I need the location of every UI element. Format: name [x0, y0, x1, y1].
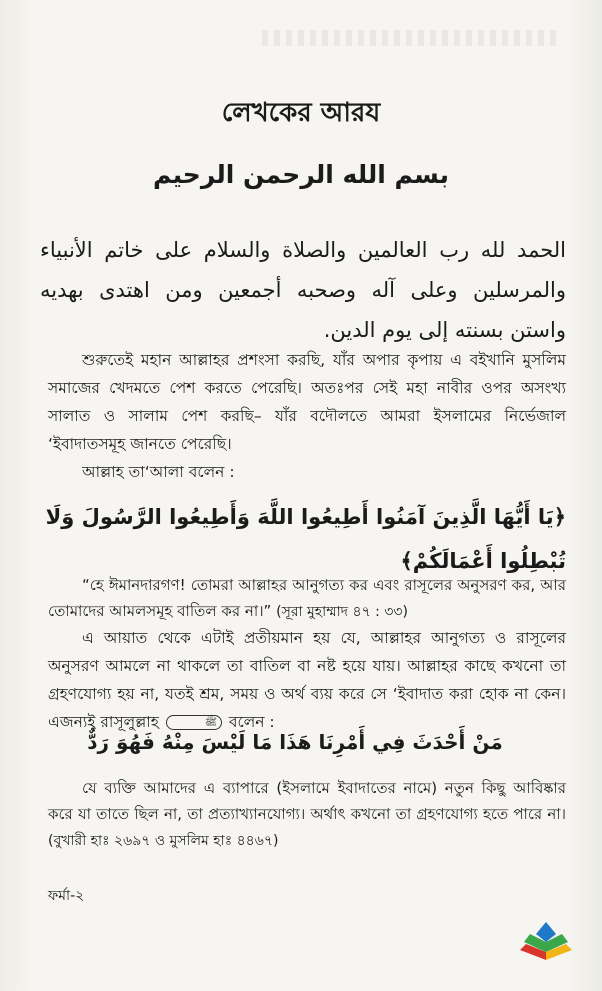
paragraph-3-text: যে ব্যক্তি আমাদের এ ব্যাপারে (ইসলামে ইবাদাতের নামে) নতুন কিছু আবিষ্কার করে যা তাতে ছিল না, তা প্রত্যাখ্যানযোগ্য। অর্থাৎ কখনো তা গ্রহণযোগ্য হতে পারে না। [48, 779, 566, 823]
paragraph-2-text: এ আয়াত থেকে এটাই প্রতীয়মান হয় যে, আল্লাহর আনুগত্য ও রাসূলের অনুসরণ আমলে না থাকলে তা বাতিল বা নষ্ট হয়ে যায়। আল্লাহর কাছে কখনো তা গ্রহণযোগ্য হয় না, যতই শ্রম, সময় ও অর্থ ব্যয় করে সে ‘ইবাদাত করা হোক না কেন। এজন্যই রাসূলুল্লাহ [48, 629, 566, 731]
verse-translation [48, 572, 566, 625]
bismillah-calligraphy: بسم الله الرحمن الرحيم [153, 160, 449, 189]
publisher-logo-icon [516, 920, 576, 964]
paragraph-2-end: বলেন : [228, 713, 275, 731]
bleed-through-text [262, 30, 562, 46]
allah-says-label: আল্লাহ তা‘আলা বলেন : [82, 463, 235, 481]
paragraph-1: শুরুতেই মহান আল্লাহর প্রশংসা করছি, যাঁর অপার কৃপায় এ বইখানি মুসলিম সমাজের খেদমতে পেশ করতে পেরেছি। অতঃপর সেই মহা নাবীর ওপর অসংখ্য সালাত ও সালাম পেশ করছি– যাঁর বদৌলতে আমরা ইসলামের নির্ভেজাল ‘ইবাদাতসমূহ জানতে পেরেছি। [48, 351, 566, 453]
translation-text: “হে ঈমানদারগণ! তোমরা আল্লাহর আনুগত্য কর এবং রাসূলের অনুসরণ কর, আর তোমাদের আমলসমূহ বাতিল কর না।” [48, 576, 566, 620]
paragraph-2 [48, 624, 566, 736]
hadith-arabic: مَنْ أَحْدَثَ فِي أَمْرِنَا هَذَا مَا لَيْسَ مِنْهُ فَهُوَ رَدٌّ [87, 730, 503, 754]
page-title: লেখকের আরয [221, 98, 381, 128]
hadith-reference: (বুখারী হাঃ ২৬৯৭ ও মুসলিম হাঃ ৪৪৬৭) [48, 833, 279, 849]
salawat-mark: ﷺ [166, 715, 222, 730]
arabic-opening: الحمد لله رب العالمين والصلاة والسلام على خاتم الأنبياء والمرسلين وعلى آله وصحبه أجمعين ومن اهتدى بهديه واستن بسنته إلى يوم الدين. [40, 238, 566, 342]
quran-verse: ﴿يَا أَيُّهَا الَّذِينَ آمَنُوا أَطِيعُوا اللَّهَ وَأَطِيعُوا الرَّسُولَ وَلَا تُبْطِلُوا أَعْمَالَكُمْ﴾ [45, 505, 566, 573]
paragraph-3 [48, 775, 566, 854]
forma-label: ফর্মা-২ [48, 888, 85, 904]
translation-reference: (সূরা মুহাম্মাদ ৪৭ : ৩৩) [276, 604, 408, 620]
